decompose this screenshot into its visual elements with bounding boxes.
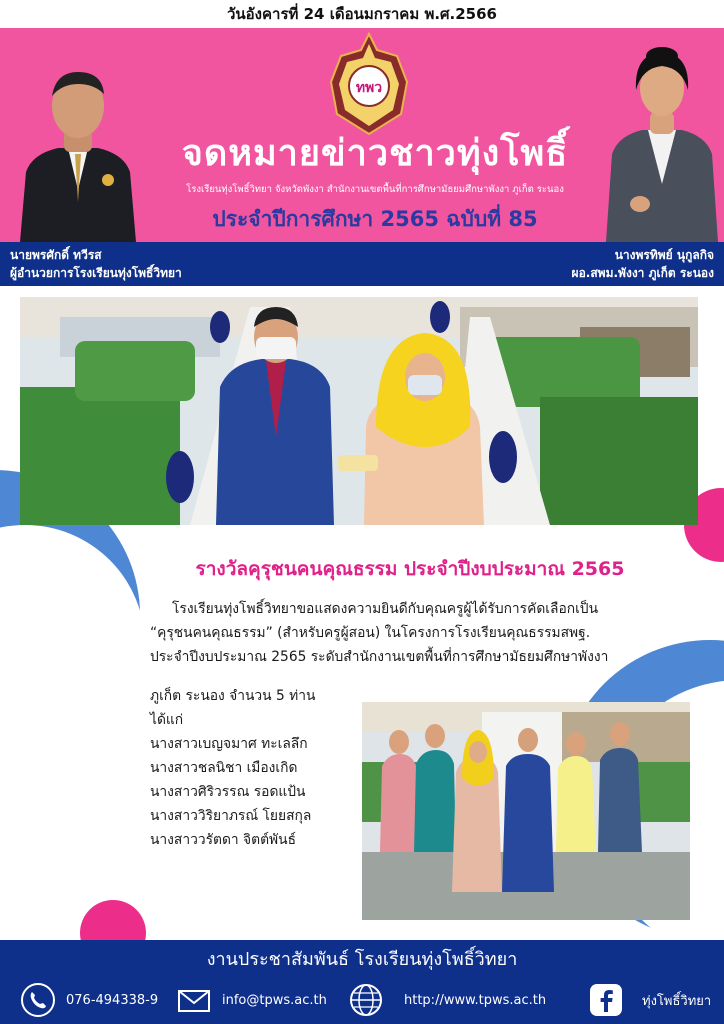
- article-headline: รางวัลคุรุชนคนคุณธรรม ประจำปีงบประมาณ 2565: [195, 558, 625, 580]
- recipients-label: ได้แก่: [150, 712, 184, 728]
- email-icon: [176, 982, 212, 1018]
- facebook-icon: [588, 982, 624, 1018]
- recipients-intro: ภูเก็ต ระนอง จำนวน 5 ท่าน: [150, 688, 316, 704]
- award-recipients-list: [150, 684, 360, 852]
- issue-date: วันอังคารที่ 24 เดือนมกราคม พ.ศ.2566: [0, 0, 724, 28]
- article-line: “คุรุชนคนคุณธรรม” (สำหรับครูผู้สอน) ในโครงการโรงเรียนคุณธรรมสพฐ.: [150, 625, 591, 641]
- contact-website[interactable]: [348, 982, 546, 1018]
- recipient-name: นางสาวชลนิชา เมืองเกิด: [150, 760, 298, 776]
- recipient-name: นางสาวศิริวรรณ รอดแป้น: [150, 784, 306, 800]
- school-logo: [327, 32, 411, 136]
- masthead-header: [0, 28, 724, 242]
- director-name: นายพรศักดิ์ ทวีรส: [10, 248, 102, 262]
- school-subtitle: โรงเรียนทุ่งโพธิ์วิทยา จังหวัดพังงา สำนักงานเขตพื้นที่การศึกษามัธยมศึกษาพังงา ภูเก็ต ระนอง: [186, 184, 564, 195]
- area-director-caption: [572, 246, 714, 282]
- recipient-name: นางสาวเบญจมาศ ทะเลลึก: [150, 736, 308, 752]
- article-body: [150, 597, 690, 669]
- area-director-name: นางพรทิพย์ นุกูลกิจ: [614, 248, 714, 262]
- footer-title: งานประชาสัมพันธ์ โรงเรียนทุ่งโพธิ์วิทยา: [206, 949, 518, 970]
- email-address[interactable]: info@tpws.ac.th: [222, 992, 327, 1008]
- director-area-portrait: [600, 34, 724, 242]
- director-portrait: [12, 62, 144, 242]
- director-position: ผู้อำนวยการโรงเรียนทุ่งโพธิ์วิทยา: [10, 266, 182, 280]
- director-caption: [10, 246, 182, 282]
- footer-bar: [0, 940, 724, 1024]
- issue-number: ประจำปีการศึกษา 2565 ฉบับที่ 85: [212, 207, 538, 231]
- recipient-name: นางสาววรัตดา จิตต์พันธ์: [150, 832, 296, 848]
- article-line: ประจำปีงบประมาณ 2565 ระดับสำนักงานเขตพื้นที่การศึกษามัธยมศึกษาพังงา: [150, 649, 609, 665]
- website-url[interactable]: http://www.tpws.ac.th: [404, 992, 547, 1008]
- svg-text:ทพว: ทพว: [355, 80, 383, 96]
- recipient-name: นางสาววิริยาภรณ์ โยยสกุล: [150, 808, 312, 824]
- phone-number[interactable]: 076-494338-9: [66, 992, 159, 1008]
- article-line: โรงเรียนทุ่งโพธิ์วิทยาขอแสดงความยินดีกับคุณครูผู้ได้รับการคัดเลือกเป็น: [172, 601, 598, 617]
- facebook-page[interactable]: ทุ่งโพธิ์วิทยา: [642, 993, 712, 1009]
- globe-icon: [348, 982, 384, 1018]
- area-director-position: ผอ.สพม.พังงา ภูเก็ต ระนอง: [571, 266, 714, 280]
- award-ceremony-photo: [20, 297, 698, 525]
- phone-icon: [20, 982, 56, 1018]
- officials-name-bar: [0, 242, 724, 286]
- newsletter-title: จดหมายข่าวชาวทุ่งโพธิ์: [181, 133, 569, 174]
- contact-facebook[interactable]: [588, 982, 711, 1018]
- contact-phone[interactable]: [20, 982, 158, 1018]
- contact-email[interactable]: [176, 982, 327, 1018]
- group-photo: [362, 702, 690, 920]
